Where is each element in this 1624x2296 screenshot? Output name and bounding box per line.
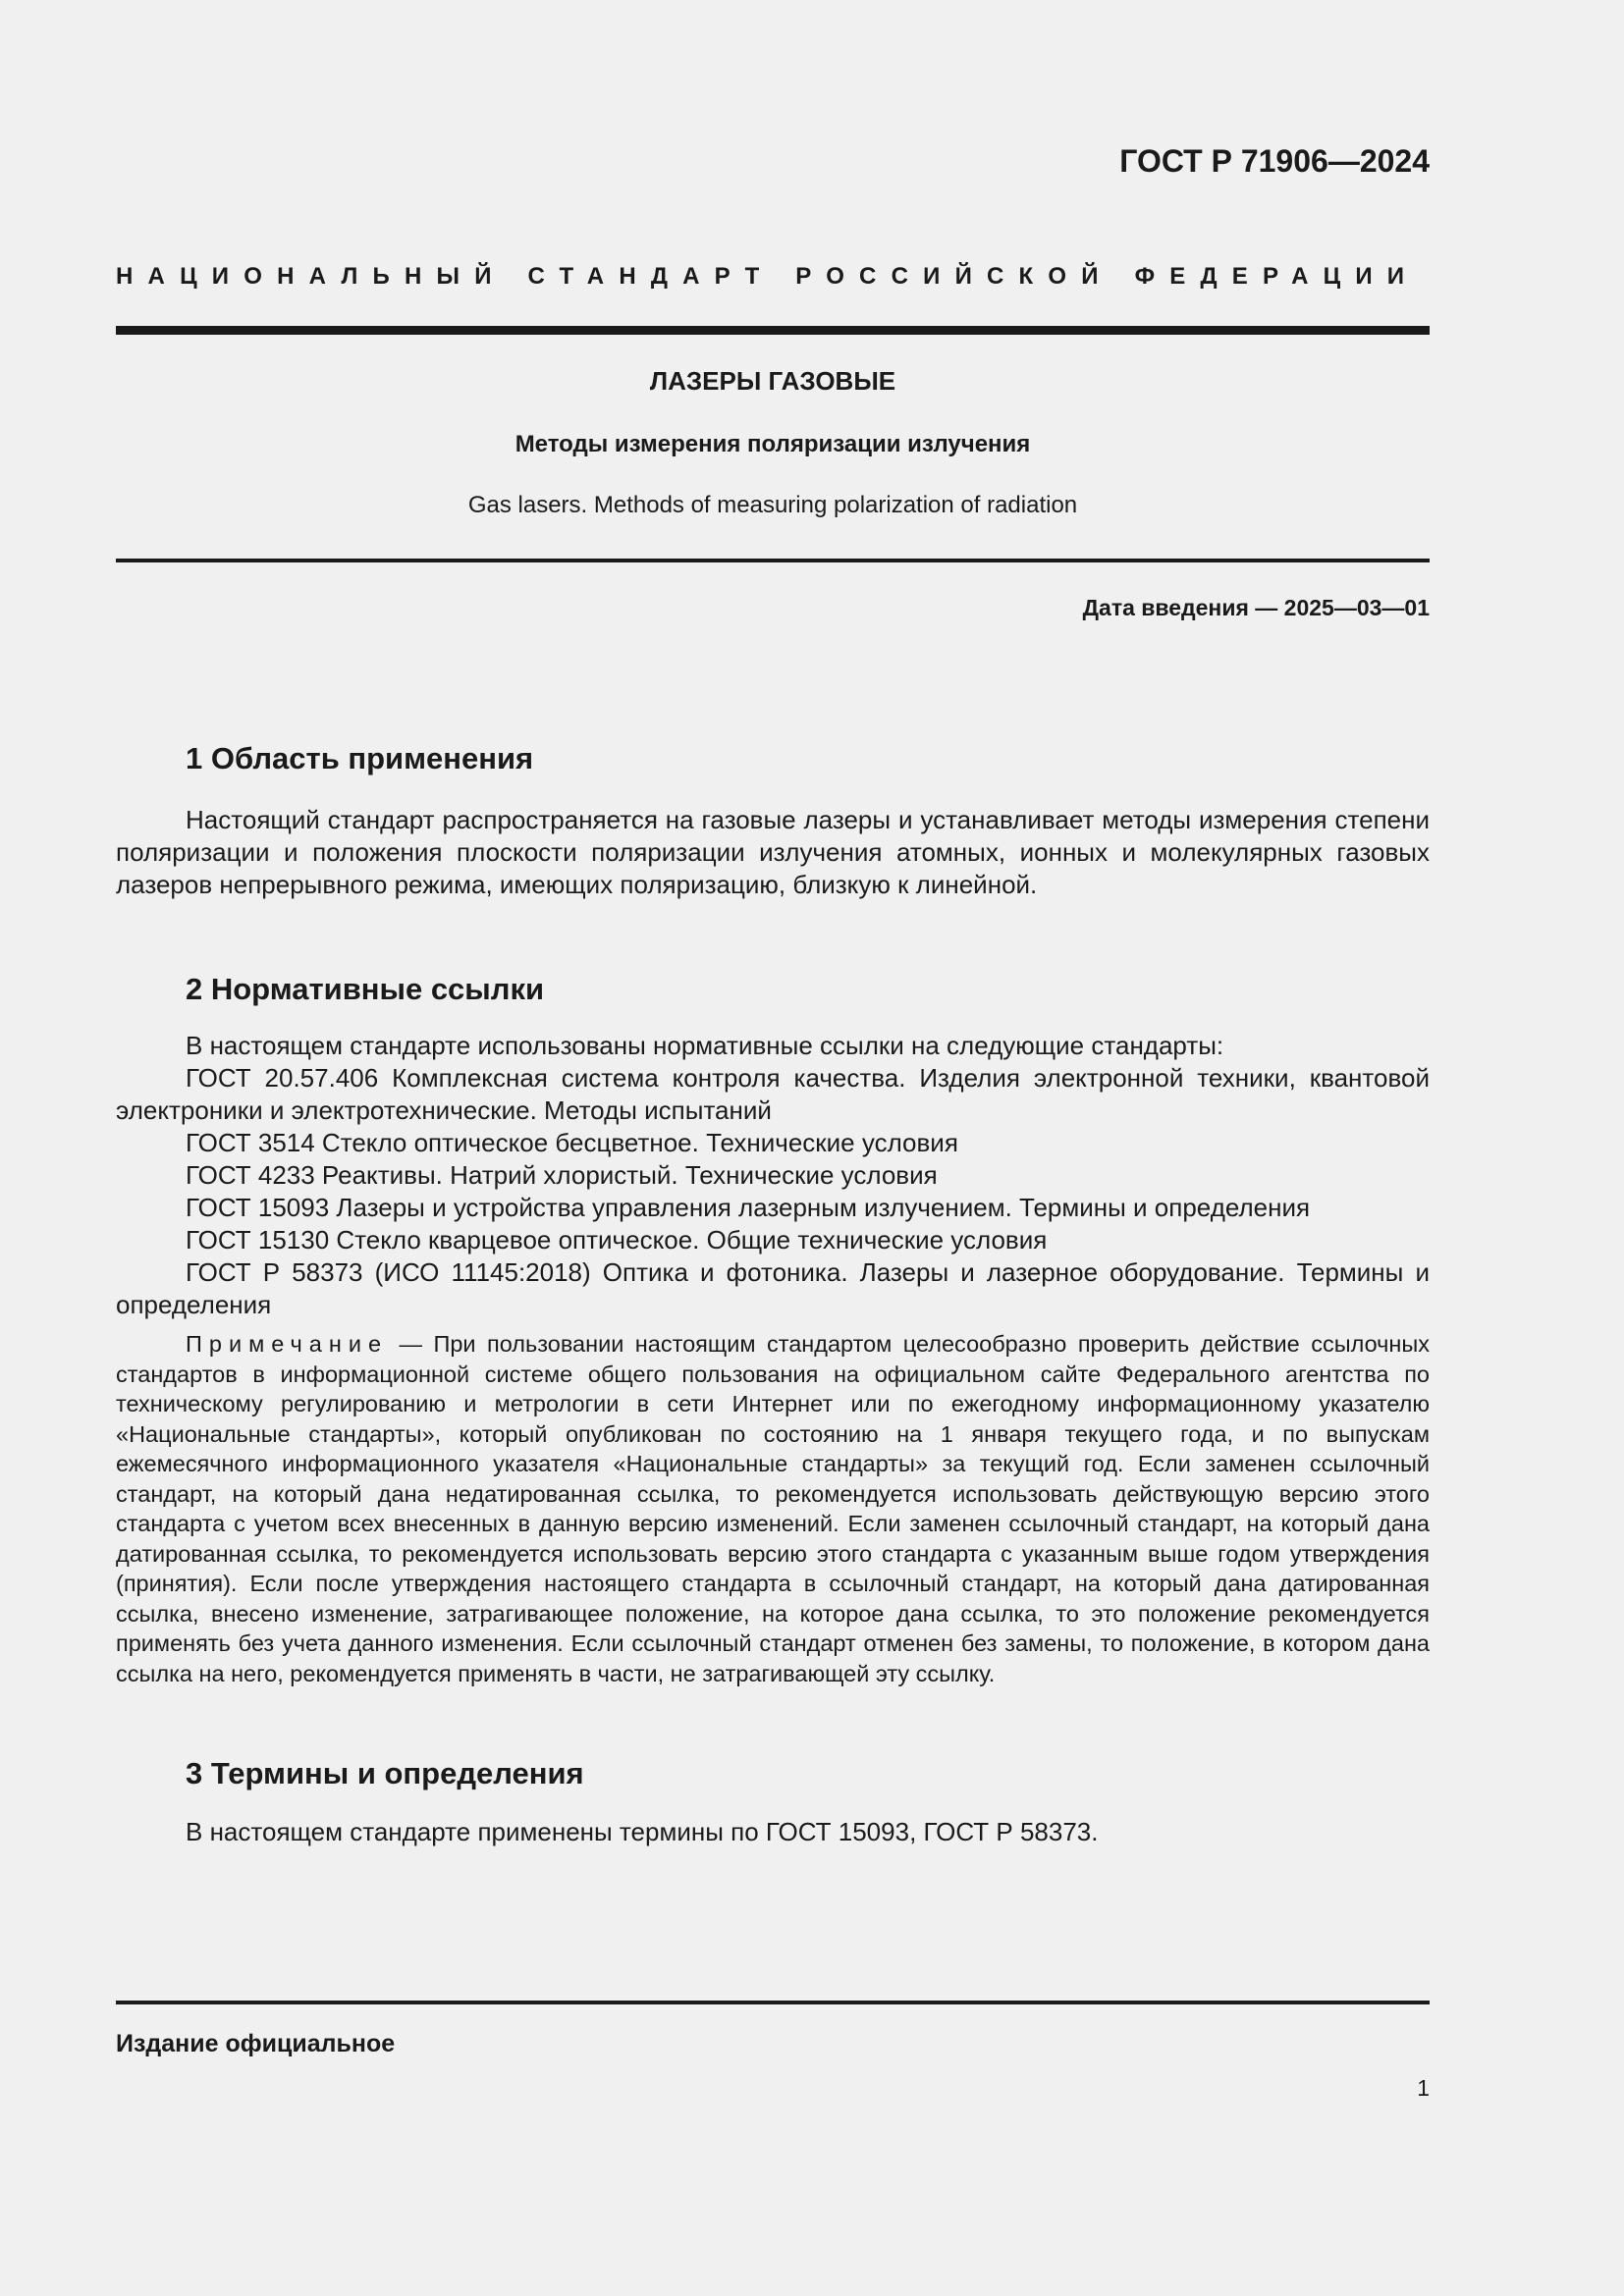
section-terms xyxy=(116,1753,1430,1848)
reference-item: ГОСТ 4233 Реактивы. Натрий хлористый. Технические условия xyxy=(186,1160,938,1190)
document-page xyxy=(116,0,1430,2296)
references-note xyxy=(116,1329,1430,1688)
title-rule xyxy=(116,559,1430,562)
section-paragraph: Настоящий стандарт распространяется на газовые лазеры и устанавливает методы измерения степени поляризации и положения плоскости поляризации излучения атомных, ионных и молекулярных газовых лазеров непрерывного режима, имеющих поляризацию, близкую к линейной. xyxy=(116,805,1430,899)
note-label: Примечание xyxy=(186,1331,389,1357)
references-intro: В настоящем стандарте использованы нормативные ссылки на следующие стандарты: xyxy=(186,1031,1224,1060)
standard-designation: ГОСТ Р 71906—2024 xyxy=(1119,143,1430,179)
section-normative-references xyxy=(116,969,1430,1688)
reference-item: ГОСТ 15093 Лазеры и устройства управления лазерным излучением. Термины и определения xyxy=(186,1193,1311,1222)
national-standard-title: НАЦИОНАЛЬНЫЙ СТАНДАРТ РОССИЙСКОЙ ФЕДЕРАЦИИ xyxy=(116,263,1420,290)
reference-item: ГОСТ 15130 Стекло кварцевое оптическое. Общие технические условия xyxy=(186,1225,1048,1255)
standard-subtitle: Методы измерения поляризации излучения xyxy=(514,431,1031,457)
header-rule xyxy=(116,326,1430,335)
reference-item: ГОСТ 20.57.406 Комплексная система контроля качества. Изделия электронной техники, квантовой электроники и электротехнические. Методы испытаний xyxy=(116,1063,1430,1125)
reference-item: ГОСТ 3514 Стекло оптическое бесцветное. Технические условия xyxy=(186,1128,958,1157)
section-paragraph: В настоящем стандарте применены термины по ГОСТ 15093, ГОСТ Р 58373. xyxy=(186,1817,1099,1846)
section-heading: 2 Нормативные ссылки xyxy=(186,972,545,1006)
section-scope xyxy=(116,738,1430,901)
standard-english-title: Gas lasers. Methods of measuring polarization of radiation xyxy=(467,492,1078,518)
footer-rule xyxy=(116,2001,1430,2004)
section-heading: 1 Область применения xyxy=(186,741,534,775)
reference-list xyxy=(116,1030,1430,1321)
edition-label: Издание официальное xyxy=(116,2030,396,2057)
note-text: — При пользовании настоящим стандартом целесообразно проверить действие ссылочных стандартов в информационной системе общего пользования на официальном сайте Федерального агентства по техническому регулированию и метрологии в сети Интернет или по ежегодному информационному указателю «Национальные стандарты», который опубликован по состоянию на 1 января текущего года, и по выпускам ежемесячного информационного указателя «Национальные стандарты» за текущий год. Если заменен ссылочный стандарт, на который дана недатированная ссылка, то рекомендуется использовать действующую версию этого стандарта с учетом всех внесенных в данную версию изменений. Если заменен ссылочный стандарт, на который дана датированная ссылка, то рекомендуется использовать версию этого стандарта с указанным выше годом утверждения (принятия). Если после утверждения настоящего стандарта в ссылочный стандарт, на который дана датированная ссылка, внесено изменение, затрагивающее положение, на которое дана ссылка, то это положение рекомендуется применять без учета данного изменения. Если ссылочный стандарт отменен без замены, то положение, в котором дана ссылка на него, рекомендуется применять в части, не затрагивающей эту ссылку. xyxy=(116,1331,1430,1686)
section-heading: 3 Термины и определения xyxy=(186,1756,584,1790)
reference-item: ГОСТ Р 58373 (ИСО 11145:2018) Оптика и фотоника. Лазеры и лазерное оборудование. Термины и определения xyxy=(116,1257,1430,1319)
standard-title: ЛАЗЕРЫ ГАЗОВЫЕ xyxy=(649,366,896,396)
introduction-date: Дата введения — 2025—03—01 xyxy=(1082,595,1430,620)
page-number: 1 xyxy=(1417,2075,1430,2101)
